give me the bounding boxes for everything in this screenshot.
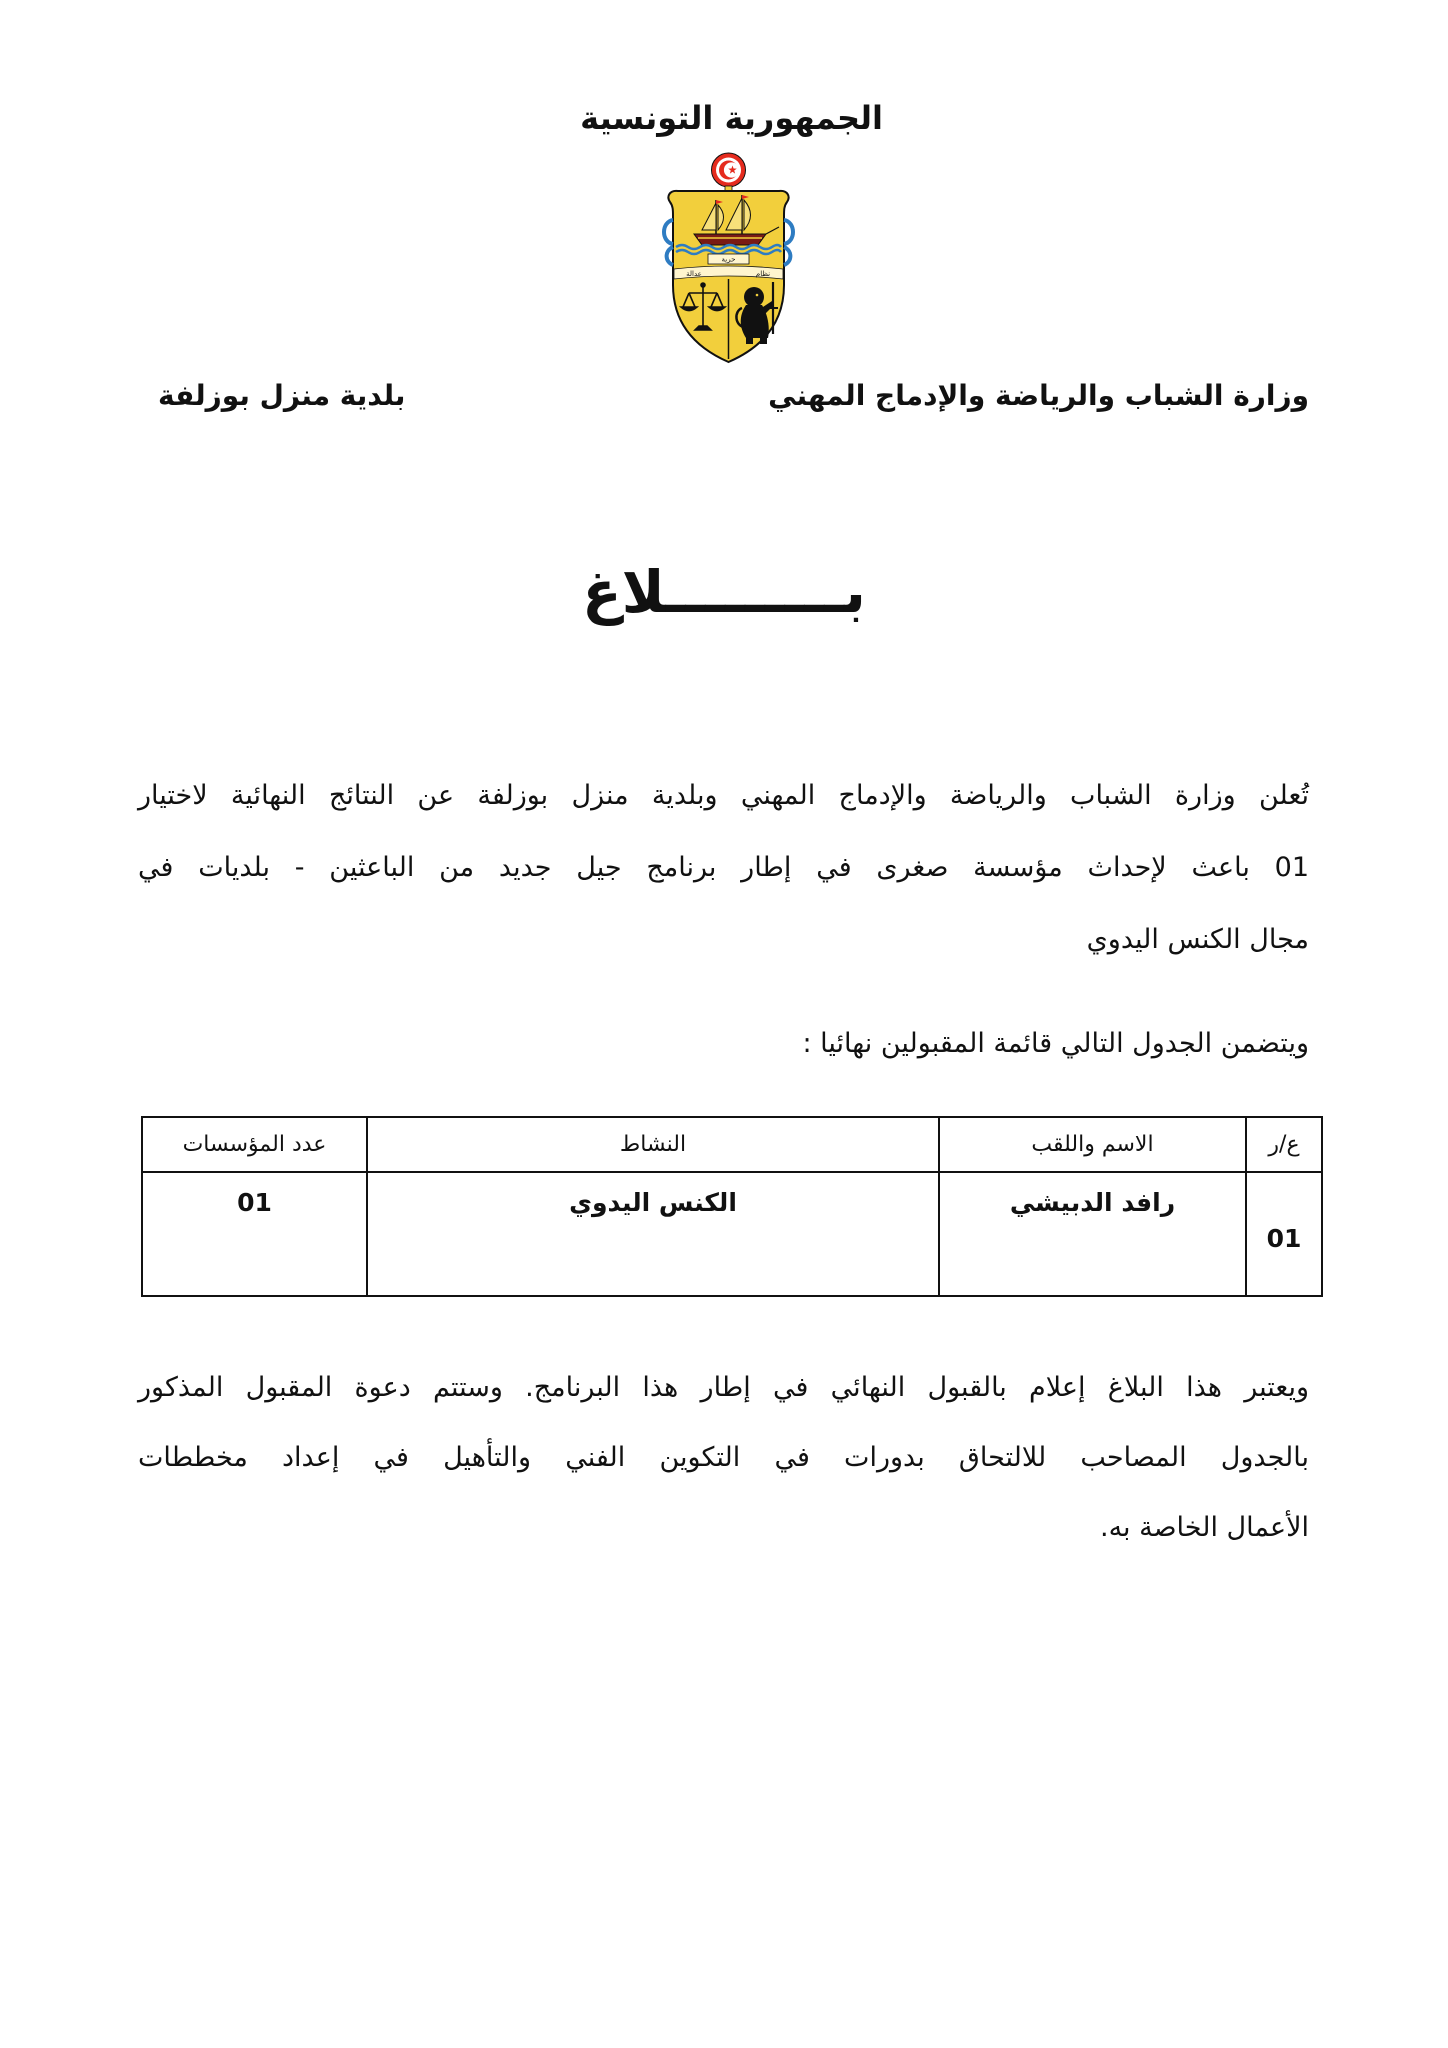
motto-right-text: نظام (755, 270, 771, 278)
paragraph-line: تُعلن وزارة الشباب والرياضة والإدماج المهني وبلدية منزل بوزلفة عن النتائج النهائية لاختيار (138, 780, 1309, 811)
republic-heading: الجمهورية التونسية (580, 99, 883, 137)
paragraph-line: مجال الكنس اليدوي (1086, 924, 1309, 955)
table-row (142, 1172, 1322, 1296)
header-activity: النشاط (367, 1117, 939, 1172)
header-order-number: ع/ر (1246, 1117, 1322, 1172)
announcement-paragraph (138, 760, 1309, 976)
lion-eye (756, 294, 759, 297)
page-title: بـــــــــلاغ (582, 558, 866, 626)
lion-hindleg (746, 336, 753, 344)
municipality-name: بلدية منزل بوزلفة (158, 379, 406, 412)
hull (694, 234, 766, 245)
scales-knob (701, 283, 705, 287)
coat-of-arms-icon (656, 150, 801, 365)
closing-paragraph (138, 1353, 1309, 1563)
lion-mane (744, 287, 764, 307)
cell-activity: الكنس اليدوي (367, 1172, 939, 1296)
scales-base (695, 326, 711, 330)
crescent-star-disc (712, 153, 746, 192)
table-header-row (142, 1117, 1322, 1172)
header-full-name: الاسم واللقب (939, 1117, 1246, 1172)
table-intro-text: ويتضمن الجدول التالي قائمة المقبولين نهائيا : (802, 1028, 1309, 1059)
header-enterprise-count: عدد المؤسسات (142, 1117, 367, 1172)
left-scroll-upper (664, 220, 673, 244)
results-table (141, 1116, 1323, 1297)
right-scroll-upper (784, 220, 793, 244)
motto-banner-text: حرية (721, 255, 736, 264)
cell-full-name: رافد الدبيشي (939, 1172, 1246, 1296)
lion-hindleg (760, 336, 767, 344)
motto-left-text: عدالة (686, 270, 702, 278)
paragraph-line: بالجدول المصاحب للالتحاق بدورات في التكوين الفني والتأهيل في إعداد مخططات (138, 1442, 1309, 1473)
cell-order-number: 01 (1246, 1172, 1322, 1296)
cell-enterprise-count: 01 (142, 1172, 367, 1296)
paragraph-line: 01 باعث لإحداث مؤسسة صغرى في إطار برنامج جيل جديد من الباعثين - بلديات في (138, 852, 1309, 883)
paragraph-line: ويعتبر هذا البلاغ إعلام بالقبول النهائي في إطار هذا البرنامج. وستتم دعوة المقبول المذكور (138, 1372, 1309, 1403)
paragraph-line: الأعمال الخاصة به. (1100, 1512, 1309, 1543)
table-intro (138, 1008, 1309, 1080)
ministry-name: وزارة الشباب والرياضة والإدماج المهني (768, 379, 1309, 412)
